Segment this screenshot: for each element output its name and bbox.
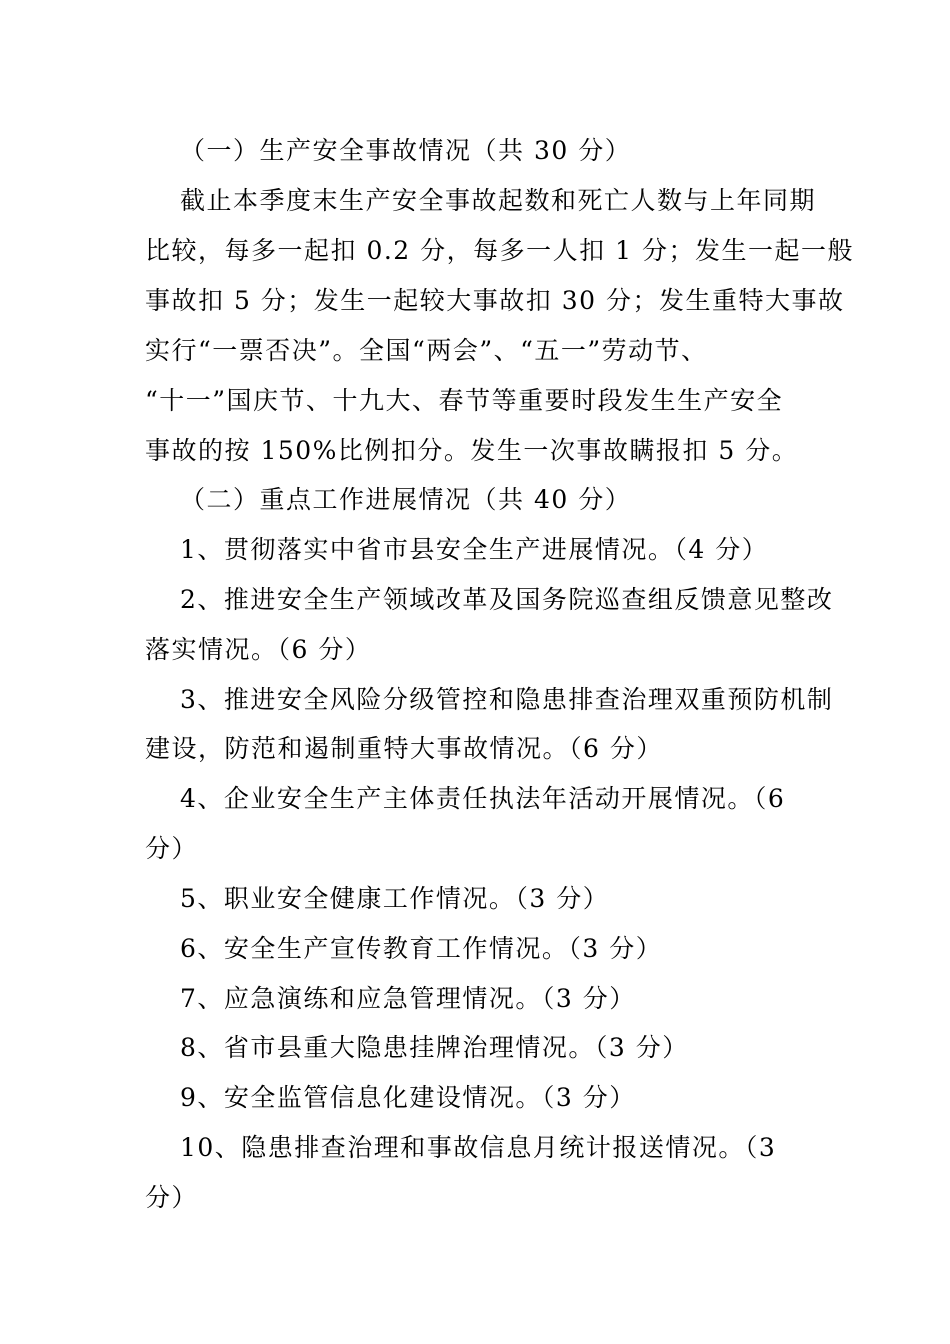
- work-item-2-continuation: 落实情况。（6 分）: [145, 635, 372, 664]
- section-heading-key-work: （二）重点工作进展情况（共 40 分）: [180, 485, 632, 514]
- work-item-9: 9、安全监管信息化建设情况。（3 分）: [180, 1083, 636, 1112]
- work-item-8: 8、省市县重大隐患挂牌治理情况。（3 分）: [180, 1033, 689, 1062]
- work-item-3: 3、推进安全风险分级管控和隐患排查治理双重预防机制: [180, 685, 834, 714]
- work-item-3-continuation: 建设，防范和遏制重特大事故情况。（6 分）: [145, 734, 663, 763]
- work-item-6: 6、安全生产宣传教育工作情况。（3 分）: [180, 934, 663, 963]
- accident-paragraph-line: 实行“一票否决”。全国“两会”、“五一”劳动节、: [145, 336, 708, 365]
- accident-paragraph-line: 事故扣 5 分；发生一起较大事故扣 30 分；发生重特大事故: [145, 286, 845, 315]
- work-item-10-continuation: 分）: [145, 1183, 199, 1212]
- accident-paragraph-line: “十一”国庆节、十九大、春节等重要时段发生生产安全: [145, 386, 784, 415]
- accident-paragraph-line: 比较，每多一起扣 0.2 分，每多一人扣 1 分；发生一起一般: [145, 236, 854, 265]
- section-heading-accidents: （一）生产安全事故情况（共 30 分）: [180, 136, 632, 165]
- accident-paragraph-line: 截止本季度末生产安全事故起数和死亡人数与上年同期: [180, 186, 817, 215]
- work-item-4-continuation: 分）: [145, 834, 199, 863]
- accident-paragraph-line: 事故的按 150%比例扣分。发生一次事故瞒报扣 5 分。: [145, 436, 799, 465]
- work-item-10: 10、隐患排查治理和事故信息月统计报送情况。（3: [180, 1133, 777, 1162]
- work-item-7: 7、应急演练和应急管理情况。（3 分）: [180, 984, 636, 1013]
- work-item-1: 1、贯彻落实中省市县安全生产进展情况。（4 分）: [180, 535, 769, 564]
- work-item-5: 5、职业安全健康工作情况。（3 分）: [180, 884, 610, 913]
- work-item-4: 4、企业安全生产主体责任执法年活动开展情况。（6: [180, 784, 786, 813]
- work-item-2: 2、推进安全生产领域改革及国务院巡查组反馈意见整改: [180, 585, 834, 614]
